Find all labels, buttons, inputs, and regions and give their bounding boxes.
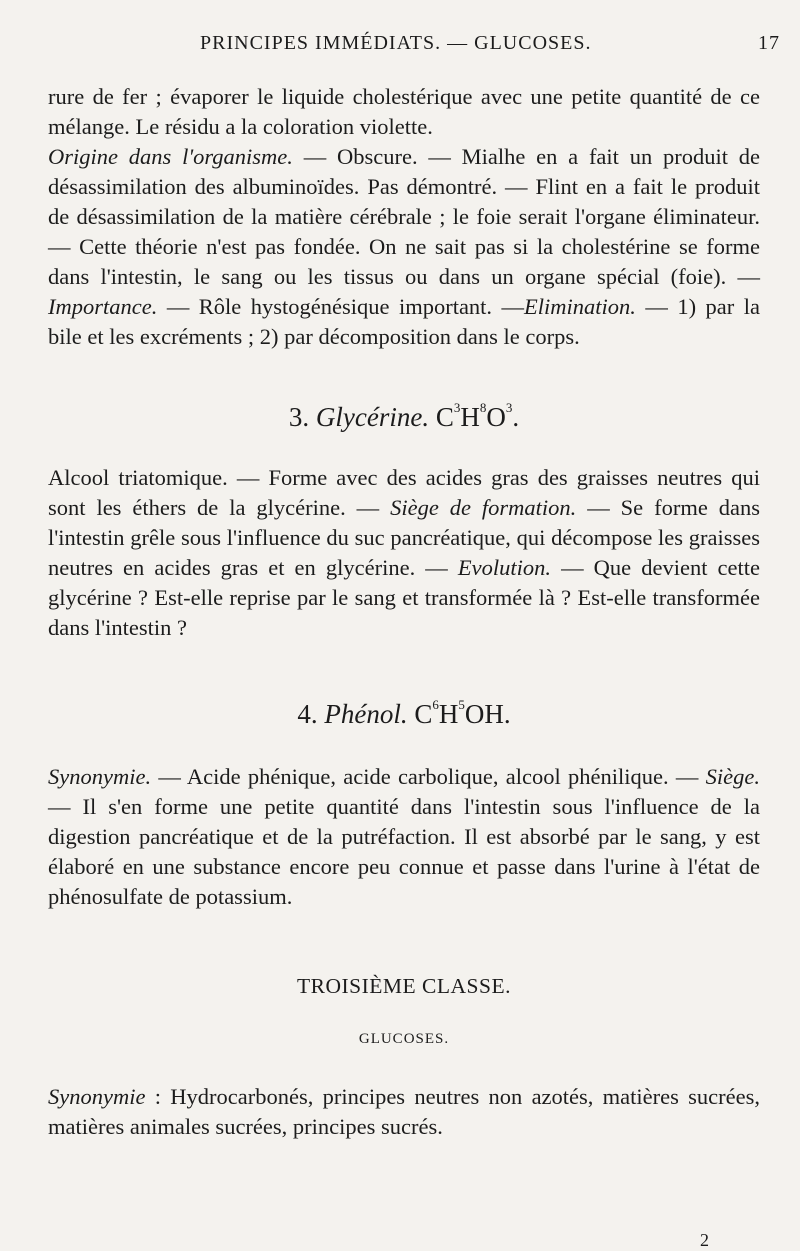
paragraph-glucoses-synonymie <box>48 1082 760 1142</box>
section-3-formula: $C^3H^8O^3$. <box>435 400 520 432</box>
elimination-lead: Elimination. <box>524 294 636 319</box>
header-title: PRINCIPES IMMÉDIATS. — GLUCOSES. <box>200 32 592 54</box>
origine-lead: Origine dans l'organisme. <box>48 144 293 169</box>
section-4-number: 4. <box>297 699 318 729</box>
importance-text: — Rôle hystogénésique important. — <box>157 294 525 319</box>
section-heading-phenol <box>48 699 760 730</box>
phenol-text-1: — Acide phénique, acide carbolique, alcool phénilique. — <box>151 764 706 789</box>
page-body <box>48 82 760 1142</box>
section-4-name: Phénol. <box>324 699 408 729</box>
paragraph-origine <box>48 142 760 352</box>
section-heading-glycerine <box>48 402 760 433</box>
glycerine-text-1: Alcool triatomique. — Forme avec des acides gras des graisses neutres qui sont les éthers de la glycérine. — <box>48 465 760 520</box>
evolution-lead: Evolution. <box>457 555 551 580</box>
paragraph-phenol <box>48 762 760 912</box>
section-4-formula: $C^6H^5OH$. <box>414 697 511 729</box>
glycerine-text-3: — Que devient cette glycérine ? Est-elle reprise par le sang et transformée là ? Est-elle transformée dans l'intestin ? <box>48 555 760 640</box>
elimination-text: — 1) par la bile et les excréments ; 2) par décomposition dans le corps. <box>48 294 760 349</box>
siege-lead: Siège. <box>705 764 760 789</box>
importance-lead: Importance. <box>48 294 158 319</box>
glucoses-synonymie-text: : Hydrocarbonés, principes neutres non azotés, matières sucrées, matières animales sucrées, principes sucrés. <box>48 1084 760 1139</box>
origine-text: — Obscure. — Mialhe en a fait un produit de désassimilation des albuminoïdes. Pas démontré. — Flint en a fait le produit de désassimilation de la matière cérébrale ; le foie serait l'organe éliminateur. — Cette théorie n'est pas fondée. On ne sait pas si la cholestérine se forme dans l'intestin, le sang ou les tissus ou dans un organe spécial (foie). — <box>48 144 760 289</box>
siege-formation-lead: Siège de formation. <box>390 495 577 520</box>
running-header <box>0 28 800 58</box>
glycerine-text-2: — Se forme dans l'intestin grêle sous l'influence du suc pancréatique, qui décompose les graisses neutres en acides gras et en glycérine. — <box>48 495 760 580</box>
section-3-name: Glycérine. <box>315 402 430 432</box>
signature-mark: 2 <box>700 1230 709 1250</box>
paragraph-glycerine <box>48 463 760 643</box>
class-heading: TROISIÈME CLASSE. <box>297 974 511 998</box>
section-3-number: 3. <box>288 402 310 432</box>
glucoses-synonymie-lead: Synonymie <box>48 1084 146 1109</box>
paragraph-1: rure de fer ; évaporer le liquide cholestérique avec une petite quantité de ce mélange. Le résidu a la coloration violette. <box>48 84 760 139</box>
page-number: 17 <box>758 32 780 54</box>
phenol-text-2: — Il s'en forme une petite quantité dans l'intestin sous l'influence de la digestion pancréatique et de la putréfaction. Il est absorbé par le sang, y est élaboré en une substance encore peu connue et passe dans l'urine à l'état de phénosulfate de potassium. <box>48 794 760 909</box>
synonymie-lead: Synonymie. <box>48 764 152 789</box>
class-subheading: GLUCOSES. <box>358 1031 450 1047</box>
